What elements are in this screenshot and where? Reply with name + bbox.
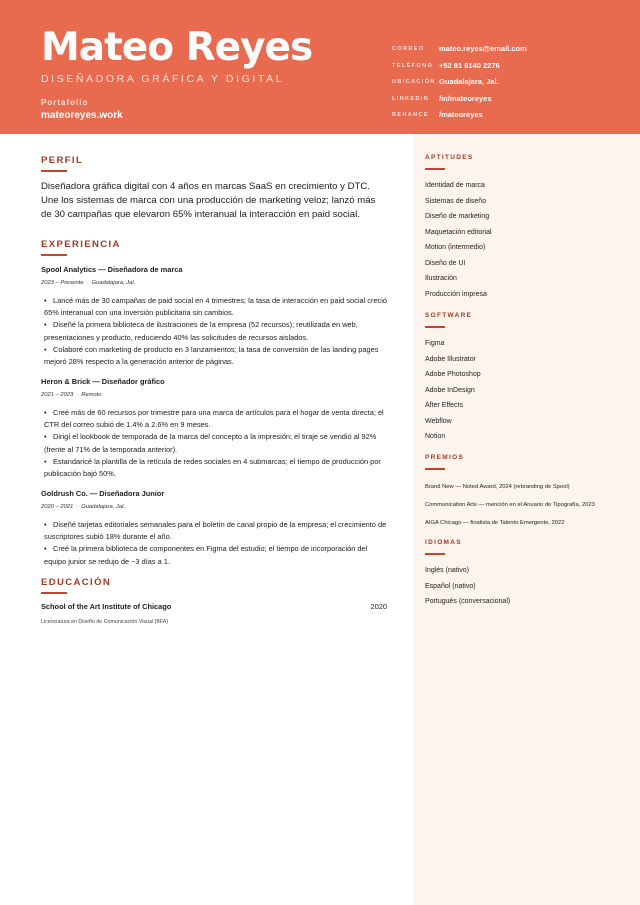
section-title-profile: PERFIL bbox=[41, 155, 84, 166]
job-location: Remoto bbox=[81, 392, 102, 398]
software-item: Figma bbox=[425, 340, 445, 347]
education-year: 2020 bbox=[370, 602, 387, 611]
section-title-experience: EXPERIENCIA bbox=[41, 239, 121, 250]
languages-section bbox=[425, 539, 635, 610]
software-item: Adobe Illustrator bbox=[425, 355, 476, 363]
job-entry bbox=[41, 377, 391, 480]
software-item: Adobe Photoshop bbox=[425, 371, 481, 378]
section-divider bbox=[425, 168, 445, 170]
job-dates: 2021 – 2023 bbox=[41, 392, 74, 398]
awards-section bbox=[425, 454, 635, 532]
job-meta: 2020 – 2021 · Guadalajara, Jal. bbox=[41, 504, 126, 510]
software-section bbox=[425, 312, 635, 445]
job-location: Guadalajara, Jal. bbox=[91, 280, 136, 286]
contact-label: CORREO bbox=[392, 46, 425, 52]
skill-item: Identidad de marca bbox=[425, 182, 485, 189]
skills-section bbox=[425, 154, 635, 302]
section-divider bbox=[41, 592, 67, 594]
section-title-awards: PREMIOS bbox=[425, 454, 465, 461]
software-item: Adobe InDesign bbox=[425, 386, 475, 394]
job-bullet: • Diseñé la primera biblioteca de ilustraciones de la empresa (52 recursos); reutilizada en web, presentaciones y producto, reduciendo 40% las solicitudes de recursos aislados. bbox=[44, 320, 358, 342]
job-bullets bbox=[41, 407, 391, 480]
skill-item: Diseño de marketing bbox=[425, 213, 490, 220]
language-item: Portugués (conversacional) bbox=[425, 598, 511, 605]
contact-row-behance bbox=[392, 110, 632, 127]
contact-behance[interactable]: /mateoreyes bbox=[439, 110, 483, 120]
profile-summary: Diseñadora gráfica digital con 4 años en marcas SaaS en crecimiento y DTC. Une los sistemas de marca con una producción de marketing veloz; lanzó más de 30 campañas que elevaron 65% interanual la interacción en paid social. bbox=[41, 181, 376, 221]
section-title-software: SOFTWARE bbox=[425, 312, 473, 319]
job-dates: 2023 – Presente bbox=[41, 280, 84, 286]
job-title: Goldrush Co. — Diseñadora Junior bbox=[41, 489, 165, 498]
candidate-name: Mateo Reyes bbox=[41, 25, 313, 70]
section-divider bbox=[425, 553, 445, 555]
contact-label: TELÉFONO bbox=[392, 62, 434, 69]
skill-item: Diseño de UI bbox=[425, 259, 466, 267]
contact-row-linkedin bbox=[392, 94, 632, 111]
contact-label: UBICACIÓN bbox=[392, 79, 436, 86]
contact-email[interactable]: mateo.reyes@email.com bbox=[439, 44, 527, 53]
job-bullet: • Estandaricé la plantilla de la retícula de redes sociales en 4 submarcas; el tiempo de producción por publicación bajó 50%. bbox=[44, 456, 381, 479]
job-location: Guadalajara, Jal. bbox=[81, 504, 126, 510]
job-bullet: • Dirigí el lookbook de temporada de la marca del concepto a la impresión; el tiraje se vendió al 92% (frente al 71% de la temporada anterior). bbox=[44, 432, 377, 454]
job-bullet: • Colaboré con marketing de producto en 3 lanzamientos; la tasa de conversión de las landing pages mejoró 28% respecto a la generación anterior de páginas. bbox=[44, 344, 379, 367]
section-title-skills: APTITUDES bbox=[425, 154, 474, 161]
software-item: Notion bbox=[425, 433, 446, 440]
language-item: Español (nativo) bbox=[425, 582, 476, 590]
job-meta: 2023 – Presente · Guadalajara, Jal. bbox=[41, 280, 136, 286]
section-divider bbox=[425, 326, 445, 328]
portfolio-link[interactable]: mateoreyes.work bbox=[41, 110, 123, 121]
section-divider bbox=[41, 170, 67, 172]
job-title: Heron & Brick — Diseñador gráfico bbox=[41, 377, 165, 386]
contact-list bbox=[392, 44, 632, 127]
skill-item: Ilustración bbox=[425, 275, 457, 282]
education-degree: Licenciatura en Diseño de Comunicación Visual (BFA) bbox=[41, 619, 169, 625]
contact-linkedin[interactable]: /in/mateoreyes bbox=[439, 93, 492, 103]
candidate-role: DISEÑADORA GRÁFICA Y DIGITAL bbox=[41, 73, 285, 85]
skill-item: Maquetación editorial bbox=[425, 228, 492, 236]
award-item: Communication Arts — mención en el Anuario de Tipografía, 2023 bbox=[425, 502, 595, 508]
skill-item: Sistemas de diseño bbox=[425, 197, 487, 205]
award-item: AIGA Chicago — finalista de Talento Emergente, 2022 bbox=[425, 520, 565, 526]
job-bullet: • Creé más de 60 recursos por trimestre para una marca de artículos para el hogar de venta directa; el CTR del correo subió de 1.4% a 2.6% en 9 meses. bbox=[44, 408, 384, 430]
software-item: Webflow bbox=[425, 417, 452, 425]
skill-item: Producción impresa bbox=[425, 290, 487, 298]
award-item: Brand New — Noted Award, 2024 (rebranding de Spool) bbox=[425, 484, 570, 490]
job-meta: 2021 – 2023 · Remoto bbox=[41, 392, 102, 398]
education-school: School of the Art Institute of Chicago bbox=[41, 602, 172, 611]
section-title-languages: IDIOMAS bbox=[425, 539, 462, 546]
contact-location: Guadalajara, Jal. bbox=[439, 77, 499, 87]
job-dates: 2020 – 2021 bbox=[41, 504, 74, 510]
job-bullets bbox=[41, 519, 391, 568]
section-divider bbox=[425, 468, 445, 470]
section-divider bbox=[41, 254, 67, 256]
job-bullet: • Creé la primera biblioteca de componentes en Figma del estudio; el tiempo de incorporación del equipo junior se redujo de ~3 días a 1. bbox=[44, 544, 368, 566]
language-item: Inglés (nativo) bbox=[425, 567, 469, 574]
job-bullets bbox=[41, 295, 391, 368]
job-title: Spool Analytics — Diseñadora de marca bbox=[41, 265, 183, 274]
contact-label: LINKEDIN bbox=[392, 95, 430, 102]
resume-header bbox=[0, 0, 640, 134]
contact-phone[interactable]: +52 81 8140 2276 bbox=[439, 60, 500, 70]
portfolio-label: Portafolio bbox=[41, 98, 89, 107]
contact-label: BEHANCE bbox=[392, 112, 429, 119]
job-bullet: • Lancé más de 30 campañas de paid social en 4 trimestres; la tasa de interacción en paid social creció 65% interanual con una inversión publicitaria sin cambios. bbox=[44, 296, 387, 318]
contact-row-location bbox=[392, 77, 632, 94]
job-bullet: • Diseñé tarjetas editoriales semanales para el boletín de canal propio de la empresa; el crecimiento de suscriptores subió 18% durante el año. bbox=[44, 520, 387, 542]
education-entry bbox=[41, 602, 387, 625]
sidebar bbox=[413, 134, 640, 905]
job-entry bbox=[41, 265, 391, 368]
contact-row-phone bbox=[392, 61, 632, 78]
section-title-education: EDUCACIÓN bbox=[41, 577, 112, 588]
job-entry bbox=[41, 489, 391, 568]
contact-row-email bbox=[392, 44, 632, 61]
skill-item: Motion (intermedio) bbox=[425, 244, 486, 251]
software-item: After Effects bbox=[425, 402, 463, 409]
